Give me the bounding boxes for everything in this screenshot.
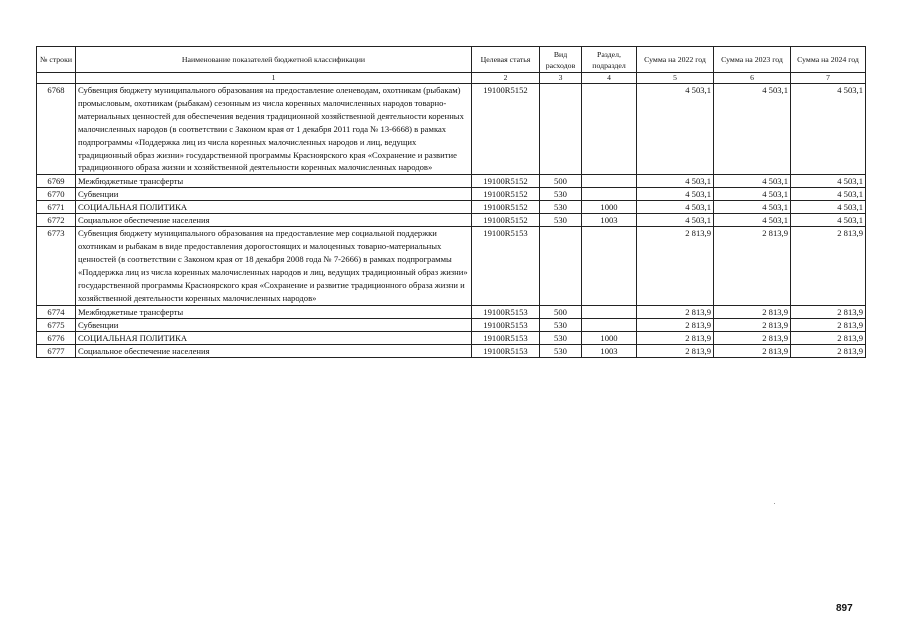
row-number: 6770 <box>37 188 76 201</box>
column-number: 2 <box>472 73 540 84</box>
target-item: 19100R5153 <box>472 331 540 344</box>
table-row <box>37 188 866 201</box>
target-item: 19100R5153 <box>472 344 540 357</box>
target-item: 19100R5153 <box>472 318 540 331</box>
sum-2024: 2 813,9 <box>791 318 866 331</box>
indicator-name: СОЦИАЛЬНАЯ ПОЛИТИКА <box>76 201 472 214</box>
table-row <box>37 227 866 305</box>
table-row <box>37 84 866 175</box>
expense-type: 530 <box>540 344 582 357</box>
table-row <box>37 318 866 331</box>
sum-2023: 4 503,1 <box>714 175 791 188</box>
row-number: 6772 <box>37 214 76 227</box>
sum-2023: 2 813,9 <box>714 227 791 305</box>
sum-2023: 4 503,1 <box>714 214 791 227</box>
row-number: 6769 <box>37 175 76 188</box>
row-number: 6775 <box>37 318 76 331</box>
sum-2022: 4 503,1 <box>637 175 714 188</box>
indicator-name: Субвенция бюджету муниципального образования на предоставление мер социальной поддержки охотникам и рыбакам в виде предоставления дорогостоящих и малоценных товарно-материальных ценностей (в соответствии с Законом края от 18 декабря 2008 года № 7-2666) в рамках подпрограммы «Поддержка лиц из числа коренных малочисленных народов и лиц, ведущих традиционный образ жизни» государственной программы Красноярского края «Сохранение и развитие традиционного образа жизни и хозяйственной деятельности коренных малочисленных народов» <box>76 227 472 305</box>
sum-2023: 2 813,9 <box>714 305 791 318</box>
sum-2023: 2 813,9 <box>714 331 791 344</box>
sum-2024: 4 503,1 <box>791 84 866 175</box>
sum-2024: 2 813,9 <box>791 331 866 344</box>
sum-2022: 2 813,9 <box>637 331 714 344</box>
table-row <box>37 344 866 357</box>
section <box>582 227 637 305</box>
sum-2022: 2 813,9 <box>637 318 714 331</box>
section: 1003 <box>582 214 637 227</box>
header-sum-2023: Сумма на 2023 год <box>714 47 791 73</box>
indicator-name: Межбюджетные трансферты <box>76 305 472 318</box>
header-expense-type: Вид расходов <box>540 47 582 73</box>
sum-2022: 4 503,1 <box>637 214 714 227</box>
sum-2022: 4 503,1 <box>637 201 714 214</box>
section: 1000 <box>582 331 637 344</box>
table-row <box>37 331 866 344</box>
row-number: 6771 <box>37 201 76 214</box>
indicator-name: Социальное обеспечение населения <box>76 214 472 227</box>
row-number: 6777 <box>37 344 76 357</box>
budget-table <box>36 46 866 358</box>
row-number: 6774 <box>37 305 76 318</box>
indicator-name: Социальное обеспечение населения <box>76 344 472 357</box>
target-item: 19100R5152 <box>472 201 540 214</box>
expense-type <box>540 84 582 175</box>
sum-2024: 2 813,9 <box>791 305 866 318</box>
column-number: 7 <box>791 73 866 84</box>
expense-type: 530 <box>540 201 582 214</box>
target-item: 19100R5153 <box>472 305 540 318</box>
sum-2023: 4 503,1 <box>714 188 791 201</box>
sum-2024: 4 503,1 <box>791 188 866 201</box>
section: 1000 <box>582 201 637 214</box>
row-number: 6773 <box>37 227 76 305</box>
column-number: 1 <box>76 73 472 84</box>
header-target-item: Целевая статья <box>472 47 540 73</box>
table-row <box>37 175 866 188</box>
target-item: 19100R5152 <box>472 84 540 175</box>
header-indicator-name: Наименование показателей бюджетной классификации <box>76 47 472 73</box>
expense-type: 500 <box>540 175 582 188</box>
sum-2024: 2 813,9 <box>791 344 866 357</box>
table-row <box>37 214 866 227</box>
row-number: 6768 <box>37 84 76 175</box>
header-sum-2024: Сумма на 2024 год <box>791 47 866 73</box>
expense-type <box>540 227 582 305</box>
header-section: Раздел, подраздел <box>582 47 637 73</box>
indicator-name: Субвенция бюджету муниципального образования на предоставление оленеводам, охотникам (рыбакам) промысловым, охотникам (рыбакам) сезонным из числа коренных малочисленных народов товарно-материальных ценностей для обеспечения ведения традиционной хозяйственной деятельности коренных малочисленных народов (в соответствии с Законом края от 1 декабря 2011 года № 13-6668) в рамках подпрограммы «Поддержка лиц из числа коренных малочисленных народов и лиц, ведущих традиционный образ жизни» государственной программы Красноярского края «Сохранение и развитие традиционного образа жизни и хозяйственной деятельности коренных малочисленных народов» <box>76 84 472 175</box>
sum-2022: 2 813,9 <box>637 344 714 357</box>
sum-2023: 4 503,1 <box>714 84 791 175</box>
sum-2022: 4 503,1 <box>637 188 714 201</box>
sum-2024: 4 503,1 <box>791 175 866 188</box>
scan-speck <box>774 503 775 504</box>
target-item: 19100R5152 <box>472 188 540 201</box>
sum-2024: 4 503,1 <box>791 201 866 214</box>
section <box>582 305 637 318</box>
indicator-name: Субвенции <box>76 188 472 201</box>
sum-2023: 2 813,9 <box>714 344 791 357</box>
section <box>582 318 637 331</box>
sum-2022: 2 813,9 <box>637 227 714 305</box>
target-item: 19100R5152 <box>472 214 540 227</box>
sum-2023: 4 503,1 <box>714 201 791 214</box>
sum-2024: 2 813,9 <box>791 227 866 305</box>
header-row-number: № строки <box>37 47 76 73</box>
indicator-name: Субвенции <box>76 318 472 331</box>
expense-type: 530 <box>540 331 582 344</box>
column-number: 6 <box>714 73 791 84</box>
target-item: 19100R5152 <box>472 175 540 188</box>
table-row <box>37 305 866 318</box>
indicator-name: Межбюджетные трансферты <box>76 175 472 188</box>
section <box>582 84 637 175</box>
sum-2022: 2 813,9 <box>637 305 714 318</box>
row-number: 6776 <box>37 331 76 344</box>
sum-2023: 2 813,9 <box>714 318 791 331</box>
column-number <box>37 73 76 84</box>
sum-2022: 4 503,1 <box>637 84 714 175</box>
expense-type: 500 <box>540 305 582 318</box>
table-row <box>37 201 866 214</box>
column-number: 5 <box>637 73 714 84</box>
sum-2024: 4 503,1 <box>791 214 866 227</box>
expense-type: 530 <box>540 214 582 227</box>
target-item: 19100R5153 <box>472 227 540 305</box>
section <box>582 188 637 201</box>
expense-type: 530 <box>540 318 582 331</box>
expense-type: 530 <box>540 188 582 201</box>
section: 1003 <box>582 344 637 357</box>
column-number: 3 <box>540 73 582 84</box>
indicator-name: СОЦИАЛЬНАЯ ПОЛИТИКА <box>76 331 472 344</box>
header-sum-2022: Сумма на 2022 год <box>637 47 714 73</box>
page-number: 897 <box>836 603 853 614</box>
column-number: 4 <box>582 73 637 84</box>
section <box>582 175 637 188</box>
budget-sheet <box>36 46 866 358</box>
